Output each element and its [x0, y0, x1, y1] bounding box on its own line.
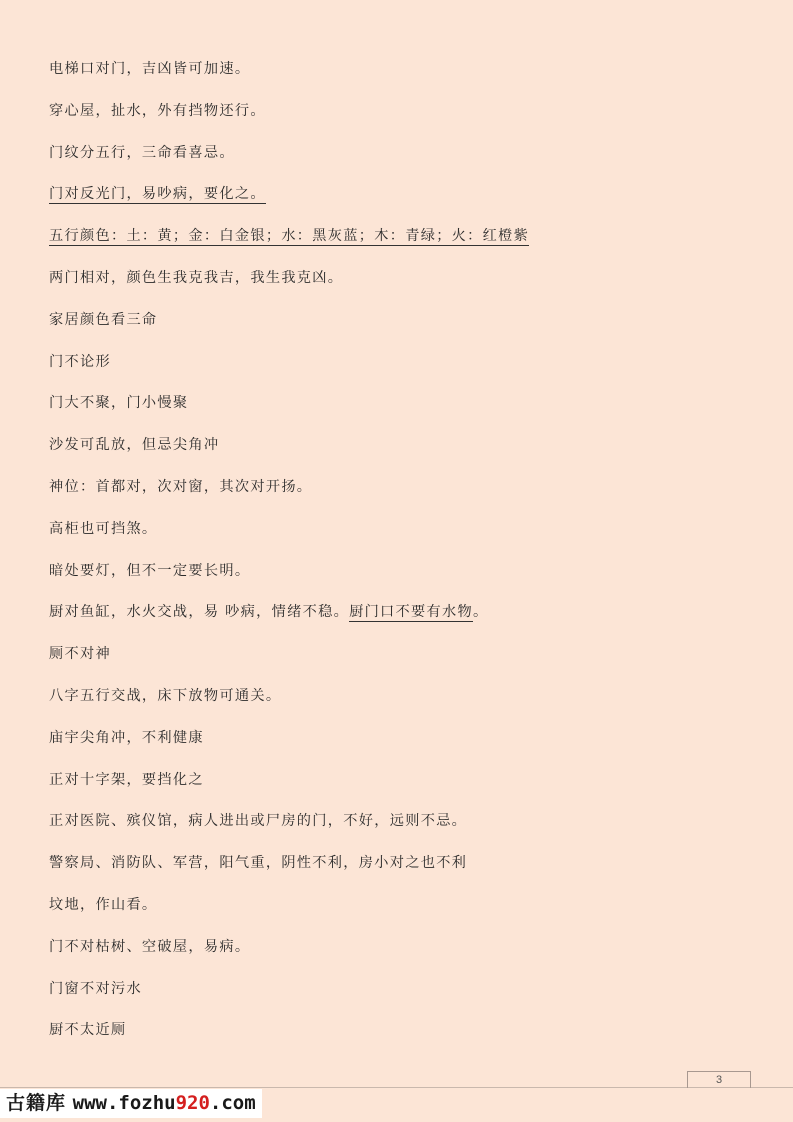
line-text: 家居颜色看三命 [49, 311, 158, 328]
watermark-site-suffix: .com [209, 1092, 256, 1114]
underlined-text: 门对反光门，易吵病，要化之。 [49, 186, 266, 203]
line-text: 厕不对神 [49, 646, 111, 663]
body-text [49, 57, 769, 1060]
text-line [49, 559, 769, 601]
text-line [49, 642, 769, 684]
text-line [49, 977, 769, 1019]
text-line [49, 768, 769, 810]
line-text: 正对医院、殡仪馆，病人进出或尸房的门，不好，远则不忌。 [49, 813, 468, 830]
text-line [49, 350, 769, 392]
site-watermark [0, 1089, 262, 1118]
text-line [49, 851, 769, 893]
line-text: 高柜也可挡煞。 [49, 520, 158, 537]
watermark-site-number: 920 [175, 1092, 210, 1114]
line-text: 八字五行交战，床下放物可通关。 [49, 687, 282, 704]
line-text: 门不论形 [49, 353, 111, 370]
page-number: 3 [687, 1071, 751, 1088]
text-line [49, 935, 769, 977]
line-text: 暗处要灯，但不一定要长明。 [49, 562, 251, 579]
text-line [49, 726, 769, 768]
line-text: 沙发可乱放，但忌尖角冲 [49, 437, 220, 454]
text-line [49, 308, 769, 350]
text-line [49, 600, 769, 642]
text-line [49, 433, 769, 475]
text-line [49, 266, 769, 308]
line-text: 门纹分五行，三命看喜忌。 [49, 144, 235, 161]
text-line [49, 809, 769, 851]
text-line [49, 391, 769, 433]
watermark-name: 古籍库 [6, 1092, 67, 1114]
text-line [49, 684, 769, 726]
text-line [49, 475, 769, 517]
footer-rule [0, 1087, 793, 1088]
line-text: 厨不太近厕 [49, 1022, 127, 1039]
line-text: 门窗不对污水 [49, 980, 142, 997]
watermark-site [73, 1092, 256, 1114]
line-text: 电梯口对门，吉凶皆可加速。 [49, 61, 251, 77]
line-text: 警察局、消防队、军营，阳气重，阴性不利，房小对之也不利 [49, 855, 468, 872]
text-line [49, 99, 769, 141]
text-line [49, 182, 769, 224]
text-line [49, 57, 769, 99]
text-line [49, 1018, 769, 1060]
line-text: 两门相对，颜色生我克我吉，我生我克凶。 [49, 269, 344, 286]
line-text: 正对十字架，要挡化之 [49, 771, 204, 788]
line-text: 门不对枯树、空破屋，易病。 [49, 938, 251, 955]
text-line [49, 141, 769, 183]
line-text: 庙宇尖角冲，不利健康 [49, 729, 204, 746]
text-line [49, 224, 769, 266]
underlined-text: 厨门口不要有水物 [349, 604, 473, 621]
watermark-site-prefix: www.fozhu [72, 1092, 176, 1114]
line-text: 神位：首都对，次对窗，其次对开扬。 [49, 478, 313, 495]
line-text: 。 [472, 604, 489, 621]
line-text: 厨对鱼缸，水火交战，易 吵病，情绪不稳。 [49, 604, 350, 621]
line-text: 门大不聚，门小慢聚 [49, 395, 189, 412]
line-text: 坟地，作山看。 [49, 896, 158, 913]
underlined-text: 五行颜色：土：黄；金：白金银；水：黑灰蓝；木：青绿；火：红橙紫 [49, 228, 530, 245]
text-line [49, 893, 769, 935]
text-line [49, 517, 769, 559]
line-text: 穿心屋，扯水，外有挡物还行。 [49, 102, 266, 119]
